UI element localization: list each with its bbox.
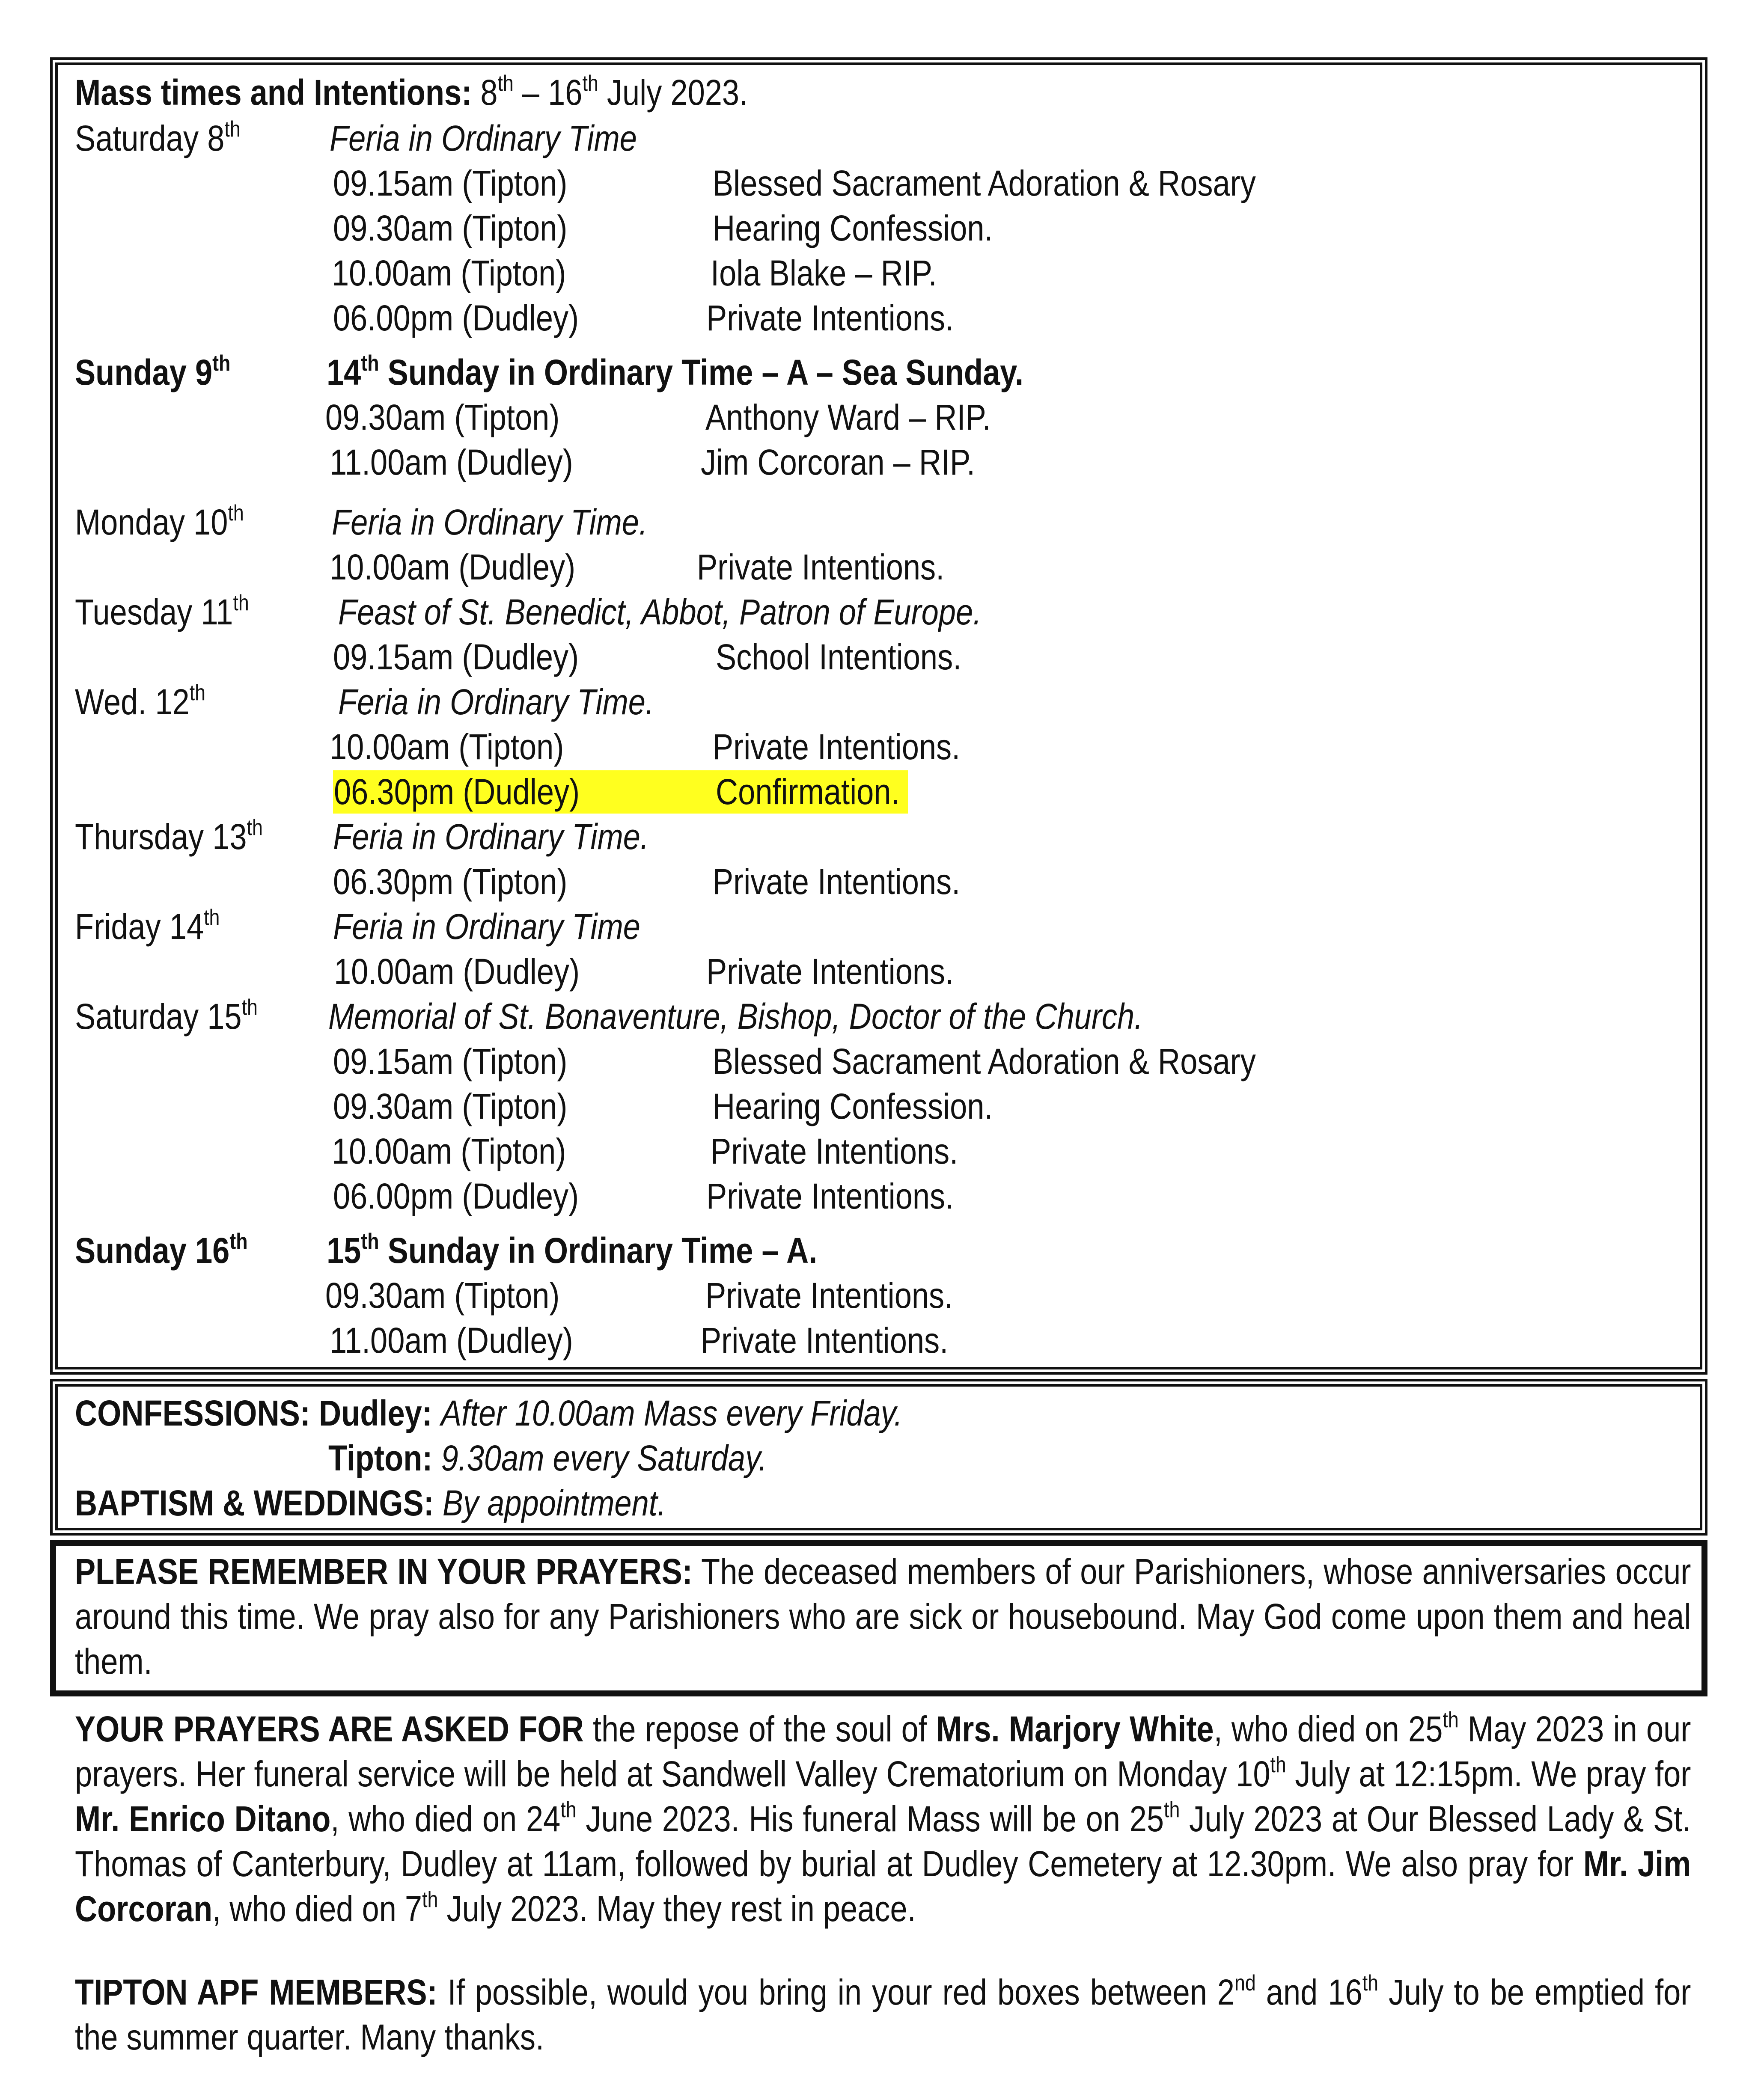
day-label: Saturday 15th — [75, 995, 258, 1037]
feast-label: 14th Sunday in Ordinary Time – A – Sea Sunday. — [327, 351, 1024, 392]
day-label: Thursday 13th — [75, 815, 263, 857]
mass-time: 09.30am (Tipton) — [333, 1086, 568, 1126]
mass-intention: Private Intentions. — [713, 727, 961, 767]
mass-time: 09.30am (Tipton) — [333, 208, 568, 248]
date-end: 16 — [548, 72, 583, 113]
mass-intention: Jim Corcoran – RIP. — [701, 442, 976, 482]
apf-label: TIPTON APF MEMBERS: — [75, 1972, 437, 2012]
confessions-label: CONFESSIONS: — [75, 1393, 310, 1433]
deceased-name: Mr. Enrico Ditano — [75, 1799, 331, 1839]
feast-label: Feria in Ordinary Time. — [338, 682, 654, 722]
mass-time: 06.00pm (Dudley) — [333, 298, 579, 338]
mass-time: 11.00am (Dudley) — [330, 442, 573, 482]
mass-times-label: Mass times and Intentions: — [75, 72, 472, 113]
mass-intention: Anthony Ward – RIP. — [705, 397, 991, 437]
deceased-name: Mr. Jim Corcoran — [75, 1844, 1691, 1929]
mass-time: 09.30am (Tipton) — [325, 397, 560, 437]
mass-intention: Confirmation. — [716, 772, 900, 812]
day-label: Sunday 9th — [75, 351, 231, 392]
mass-time: 11.00am (Dudley) — [330, 1320, 573, 1360]
feast-label: Feria in Ordinary Time — [330, 118, 637, 158]
date-start-sup: th — [497, 71, 514, 96]
baptism-label: BAPTISM & WEDDINGS: — [75, 1483, 434, 1523]
mass-time: 09.15am (Dudley) — [333, 637, 579, 677]
deceased-name: Mrs. Marjory White — [936, 1709, 1214, 1749]
remember-paragraph — [75, 1549, 1691, 1684]
mass-intention: Private Intentions. — [706, 951, 954, 992]
mass-time: 06.30pm (Dudley) — [334, 772, 580, 812]
mass-time: 06.30pm (Tipton) — [333, 861, 568, 902]
mass-time: 10.00am (Tipton) — [332, 1131, 566, 1171]
mass-intention: Hearing Confession. — [713, 208, 993, 248]
mass-intention: Private Intentions. — [713, 861, 961, 902]
day-label: Friday 14th — [75, 905, 220, 947]
date-dash: – — [513, 72, 548, 113]
date-start: 8 — [480, 72, 498, 113]
day-label: Monday 10th — [75, 501, 244, 542]
mass-intention: Private Intentions. — [706, 298, 954, 338]
mass-time: 09.15am (Tipton) — [333, 1041, 568, 1081]
mass-intention: Private Intentions. — [701, 1320, 949, 1360]
day-label: Tuesday 11th — [75, 591, 249, 632]
feast-label: 15th Sunday in Ordinary Time – A. — [327, 1229, 818, 1271]
day-label: Saturday 8th — [75, 117, 241, 158]
feast-label: Feria in Ordinary Time. — [332, 502, 648, 542]
remember-label: PLEASE REMEMBER IN YOUR PRAYERS: — [75, 1551, 693, 1592]
mass-intention: Private Intentions. — [705, 1275, 953, 1316]
mass-time: 06.00pm (Dudley) — [333, 1176, 579, 1216]
mass-intention: Private Intentions. — [697, 547, 945, 587]
mass-intention: Iola Blake – RIP. — [711, 253, 937, 293]
mass-intention: School Intentions. — [716, 637, 962, 677]
mass-time: 09.15am (Tipton) — [333, 163, 568, 203]
prayers-paragraph: YOUR PRAYERS ARE ASKED FOR the repose of the soul of Mrs. Marjory White, who died on 25th May 2023 in our prayers. Her funeral service will be held at Sandwell Valley Crematorium on Monday 10th July at 12:15pm. We pray for Mr. Enrico Ditano, who died on 24th June 2023. His funeral Mass will be on 25th July 2023 at Our Blessed Lady & St. Thomas of Canterbury, Dudley at 11am, followed by burial at Dudley Cemetery at 12.30pm. We also pray for Mr. Jim Corcoran, who died on 7th July 2023. May they rest in peace. — [75, 1708, 1691, 1929]
remember-text: The deceased members of our Parishioners, whose anniversaries occur around this time. We pray also for any Parishioners who are sick or housebound. May God come upon them and heal them. — [75, 1551, 1691, 1681]
mass-intention: Blessed Sacrament Adoration & Rosary — [713, 1041, 1256, 1081]
mass-times-heading — [75, 70, 748, 115]
feast-label: Feria in Ordinary Time — [333, 906, 640, 947]
feast-label: Memorial of St. Bonaventure, Bishop, Doctor of the Church. — [328, 996, 1143, 1037]
feast-label: Feast of St. Benedict, Abbot, Patron of Europe. — [338, 592, 982, 632]
date-end-sup: th — [582, 71, 598, 96]
prayers-label: YOUR PRAYERS ARE ASKED FOR — [75, 1709, 584, 1749]
tipton-text: 9.30am every Saturday. — [441, 1438, 767, 1478]
dudley-label: Dudley: — [318, 1393, 432, 1433]
date-tail: July 2023. — [598, 72, 748, 113]
mass-time: 10.00am (Tipton) — [332, 253, 566, 293]
dudley-text: After 10.00am Mass every Friday. — [440, 1393, 903, 1433]
mass-time: 09.30am (Tipton) — [325, 1275, 560, 1316]
baptism-text: By appointment. — [442, 1483, 666, 1523]
confessions-tipton-line — [328, 1436, 767, 1481]
mass-time: 10.00am (Dudley) — [330, 547, 576, 587]
mass-time: 10.00am (Dudley) — [334, 951, 580, 992]
mass-intention: Hearing Confession. — [713, 1086, 993, 1126]
feast-label: Feria in Ordinary Time. — [333, 817, 649, 857]
mass-intention: Blessed Sacrament Adoration & Rosary — [713, 163, 1256, 203]
day-label: Sunday 16th — [75, 1229, 248, 1271]
mass-intention: Private Intentions. — [711, 1131, 958, 1171]
baptism-line — [75, 1481, 666, 1526]
mass-intention: Private Intentions. — [706, 1176, 954, 1216]
day-label: Wed. 12th — [75, 680, 206, 722]
apf-paragraph: TIPTON APF MEMBERS: If possible, would you bring in your red boxes between 2nd and 16th July to be emptied for the summer quarter. Many thanks. — [75, 1971, 1691, 2057]
tipton-label: Tipton: — [328, 1438, 433, 1478]
mass-time: 10.00am (Tipton) — [330, 727, 564, 767]
confessions-dudley-line — [75, 1391, 903, 1436]
